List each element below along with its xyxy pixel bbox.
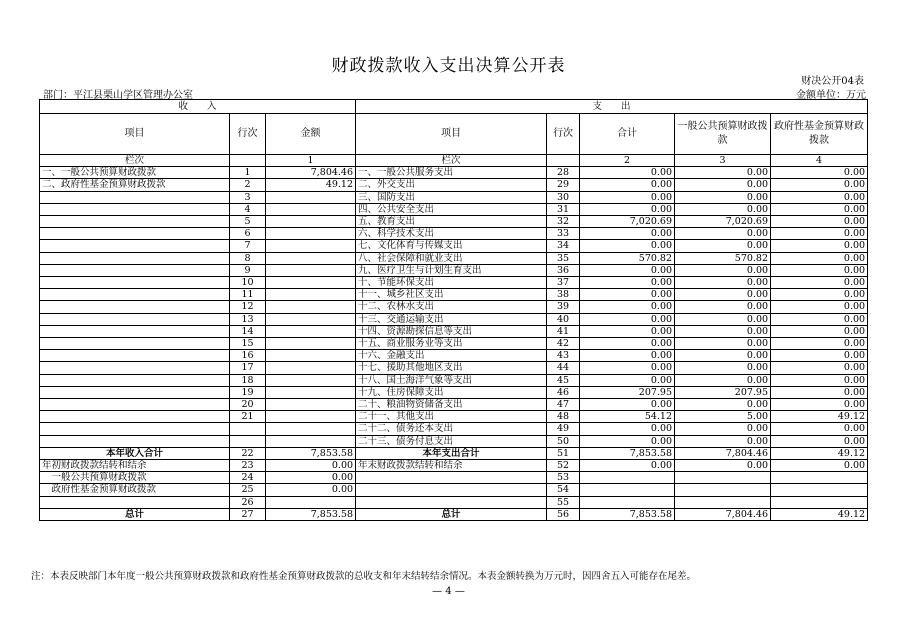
expense-item-cell: 十四、资源勘探信息等支出 — [356, 325, 547, 337]
gov-fund-amount-cell: 0.00 — [771, 460, 868, 472]
income-amount-cell — [266, 240, 356, 252]
general-budget-amount-cell: 0.00 — [675, 264, 771, 276]
income-item-cell — [40, 374, 230, 386]
total-amount-cell: 0.00 — [580, 264, 675, 276]
income-line-cell: 3 — [230, 191, 266, 203]
expense-line-cell: 42 — [547, 338, 580, 350]
expense-line-cell: 51 — [547, 447, 580, 459]
total-amount-cell: 0.00 — [580, 460, 675, 472]
gov-fund-amount-cell: 0.00 — [771, 191, 868, 203]
expense-line-cell: 38 — [547, 289, 580, 301]
general-budget-header: 一般公共预算财政拨款 — [675, 114, 771, 155]
income-amount-cell — [266, 277, 356, 289]
expense-item-cell — [356, 484, 547, 496]
column-number-row — [40, 155, 868, 167]
income-line-cell: 11 — [230, 289, 266, 301]
general-budget-amount-cell: 0.00 — [675, 374, 771, 386]
general-budget-amount-cell: 5.00 — [675, 411, 771, 423]
income-line-cell: 7 — [230, 240, 266, 252]
table-row — [40, 191, 868, 203]
income-amount-cell — [266, 374, 356, 386]
gov-fund-amount-cell: 0.00 — [771, 362, 868, 374]
income-amount-cell: 49.12 — [266, 179, 356, 191]
income-line-header: 行次 — [230, 114, 266, 155]
income-line-cell: 27 — [230, 508, 266, 520]
expense-item-cell: 二、外交支出 — [356, 179, 547, 191]
gov-fund-amount-cell: 0.00 — [771, 252, 868, 264]
expense-line-cell: 49 — [547, 423, 580, 435]
income-line-cell: 15 — [230, 338, 266, 350]
general-budget-amount-cell: 0.00 — [675, 277, 771, 289]
gov-fund-amount-cell: 0.00 — [771, 289, 868, 301]
income-item-cell: 年初财政拨款结转和结余 — [40, 460, 230, 472]
expense-line-cell: 52 — [547, 460, 580, 472]
total-amount-cell: 0.00 — [580, 191, 675, 203]
income-amount-cell — [266, 264, 356, 276]
gov-fund-amount-cell: 0.00 — [771, 386, 868, 398]
expense-line-cell: 31 — [547, 203, 580, 215]
total-amount-cell: 0.00 — [580, 203, 675, 215]
expense-line-cell: 56 — [547, 508, 580, 520]
expense-item-cell: 本年支出合计 — [356, 447, 547, 459]
table-row — [40, 411, 868, 423]
income-item-cell — [40, 435, 230, 447]
gov-fund-amount-cell: 0.00 — [771, 423, 868, 435]
table-row — [40, 167, 868, 179]
income-line-cell: 4 — [230, 203, 266, 215]
general-budget-amount-cell: 0.00 — [675, 399, 771, 411]
income-amount-cell — [266, 423, 356, 435]
table-row — [40, 472, 868, 484]
total-header: 合计 — [580, 114, 675, 155]
header-row-columns — [40, 114, 868, 155]
income-line-cell: 26 — [230, 496, 266, 508]
income-item-cell — [40, 301, 230, 313]
income-amount-cell — [266, 362, 356, 374]
income-item-cell: 总计 — [40, 508, 230, 520]
income-amount-cell — [266, 496, 356, 508]
income-line-cell: 12 — [230, 301, 266, 313]
column-label-income: 栏次 — [40, 155, 230, 167]
income-item-cell — [40, 411, 230, 423]
income-line-cell: 1 — [230, 167, 266, 179]
table-row — [40, 179, 868, 191]
table-row — [40, 313, 868, 325]
income-amount-cell — [266, 386, 356, 398]
gov-fund-amount-cell: 0.00 — [771, 179, 868, 191]
expense-line-cell: 45 — [547, 374, 580, 386]
income-section-header: 收 入 — [40, 100, 356, 114]
income-item-cell: 本年收入合计 — [40, 447, 230, 459]
total-amount-cell: 0.00 — [580, 423, 675, 435]
expense-line-cell: 43 — [547, 350, 580, 362]
page-title: 财政拨款收入支出决算公开表 — [331, 56, 566, 76]
gov-fund-amount-cell: 0.00 — [771, 338, 868, 350]
expense-item-cell: 总计 — [356, 508, 547, 520]
gov-fund-amount-cell — [771, 472, 868, 484]
general-budget-amount-cell — [675, 496, 771, 508]
general-budget-amount-cell — [675, 484, 771, 496]
income-item-cell — [40, 240, 230, 252]
expense-item-cell — [356, 496, 547, 508]
expense-item-cell: 十二、农林水支出 — [356, 301, 547, 313]
expense-line-cell: 36 — [547, 264, 580, 276]
general-budget-amount-cell: 7,020.69 — [675, 216, 771, 228]
expense-line-cell: 37 — [547, 277, 580, 289]
income-amount-cell — [266, 350, 356, 362]
expense-line-cell: 39 — [547, 301, 580, 313]
expense-item-cell: 六、科学技术支出 — [356, 228, 547, 240]
expense-item-cell: 九、医疗卫生与计划生育支出 — [356, 264, 547, 276]
income-amount-cell: 0.00 — [266, 484, 356, 496]
income-item-cell — [40, 313, 230, 325]
income-amount-cell: 7,853.58 — [266, 447, 356, 459]
total-amount-cell: 0.00 — [580, 362, 675, 374]
income-item-cell — [40, 252, 230, 264]
general-budget-amount-cell: 0.00 — [675, 435, 771, 447]
expense-item-cell: 十九、住房保障支出 — [356, 386, 547, 398]
header-row-sections — [40, 100, 868, 114]
gov-fund-amount-cell: 49.12 — [771, 411, 868, 423]
income-line-cell: 5 — [230, 216, 266, 228]
table-row — [40, 399, 868, 411]
general-budget-amount-cell: 0.00 — [675, 240, 771, 252]
total-amount-cell: 0.00 — [580, 277, 675, 289]
table-row — [40, 460, 868, 472]
gov-fund-amount-cell: 49.12 — [771, 447, 868, 459]
expense-line-cell: 48 — [547, 411, 580, 423]
income-item-cell — [40, 325, 230, 337]
gov-fund-amount-cell: 0.00 — [771, 350, 868, 362]
department-label: 部门：平江县栗山学区管理办公室 — [43, 90, 193, 101]
income-item-cell — [40, 289, 230, 301]
income-item-cell: 二、政府性基金预算财政拨款 — [40, 179, 230, 191]
column-number-1: 1 — [266, 155, 356, 167]
expense-item-cell: 十六、金融支出 — [356, 350, 547, 362]
gov-fund-amount-cell: 0.00 — [771, 228, 868, 240]
income-item-cell — [40, 399, 230, 411]
gov-fund-amount-cell: 0.00 — [771, 313, 868, 325]
expense-item-cell: 十三、交通运输支出 — [356, 313, 547, 325]
expense-item-cell: 一、一般公共服务支出 — [356, 167, 547, 179]
income-item-cell — [40, 350, 230, 362]
general-budget-amount-cell: 0.00 — [675, 325, 771, 337]
income-amount-cell — [266, 399, 356, 411]
gov-fund-amount-cell: 0.00 — [771, 167, 868, 179]
income-item-cell — [40, 423, 230, 435]
general-budget-amount-cell: 0.00 — [675, 167, 771, 179]
general-budget-amount-cell: 0.00 — [675, 338, 771, 350]
total-amount-cell: 0.00 — [580, 167, 675, 179]
gov-fund-amount-cell: 0.00 — [771, 399, 868, 411]
expense-item-cell: 八、社会保障和就业支出 — [356, 252, 547, 264]
table-row — [40, 496, 868, 508]
unit-label: 金额单位：万元 — [796, 90, 866, 101]
total-amount-cell — [580, 496, 675, 508]
total-amount-cell: 0.00 — [580, 338, 675, 350]
income-item-cell — [40, 277, 230, 289]
table-row — [40, 277, 868, 289]
column-number-2: 2 — [580, 155, 675, 167]
income-item-cell — [40, 216, 230, 228]
expense-line-cell: 33 — [547, 228, 580, 240]
income-line-cell: 8 — [230, 252, 266, 264]
total-amount-cell: 0.00 — [580, 374, 675, 386]
table-row — [40, 435, 868, 447]
expense-line-cell: 47 — [547, 399, 580, 411]
expense-line-cell: 34 — [547, 240, 580, 252]
total-amount-cell: 0.00 — [580, 435, 675, 447]
income-line-cell: 22 — [230, 447, 266, 459]
column-blank — [547, 155, 580, 167]
expense-item-cell: 三、国防支出 — [356, 191, 547, 203]
table-row — [40, 289, 868, 301]
gov-fund-amount-cell — [771, 484, 868, 496]
general-budget-amount-cell — [675, 472, 771, 484]
income-item-cell — [40, 203, 230, 215]
column-label-expense: 栏次 — [356, 155, 547, 167]
expense-section-header: 支 出 — [356, 100, 868, 114]
income-line-cell — [230, 423, 266, 435]
income-line-cell: 16 — [230, 350, 266, 362]
expense-line-cell: 41 — [547, 325, 580, 337]
expense-item-cell: 二十一、其他支出 — [356, 411, 547, 423]
income-item-cell: 政府性基金预算财政拨款 — [40, 484, 230, 496]
income-amount-cell — [266, 301, 356, 313]
income-item-cell — [40, 228, 230, 240]
income-item-cell — [40, 496, 230, 508]
income-amount-cell: 0.00 — [266, 460, 356, 472]
table-row — [40, 386, 868, 398]
total-amount-cell: 0.00 — [580, 313, 675, 325]
gov-fund-amount-cell: 0.00 — [771, 301, 868, 313]
general-budget-amount-cell: 207.95 — [675, 386, 771, 398]
total-amount-cell: 0.00 — [580, 399, 675, 411]
income-item-cell — [40, 386, 230, 398]
income-amount-cell: 0.00 — [266, 472, 356, 484]
expense-item-cell: 二十、粮油物资储备支出 — [356, 399, 547, 411]
total-amount-cell: 54.12 — [580, 411, 675, 423]
expense-item-cell: 五、教育支出 — [356, 216, 547, 228]
expense-item-cell: 十一、城乡社区支出 — [356, 289, 547, 301]
general-budget-amount-cell: 0.00 — [675, 228, 771, 240]
general-budget-amount-cell: 0.00 — [675, 362, 771, 374]
income-line-cell: 6 — [230, 228, 266, 240]
gov-fund-amount-cell: 0.00 — [771, 240, 868, 252]
gov-fund-amount-cell: 0.00 — [771, 374, 868, 386]
expense-line-cell: 28 — [547, 167, 580, 179]
general-budget-amount-cell: 0.00 — [675, 460, 771, 472]
income-item-cell — [40, 191, 230, 203]
income-line-cell: 20 — [230, 399, 266, 411]
income-amount-cell — [266, 338, 356, 350]
table-row — [40, 216, 868, 228]
total-amount-cell: 0.00 — [580, 179, 675, 191]
expense-item-header: 项目 — [356, 114, 547, 155]
table-row — [40, 350, 868, 362]
total-amount-cell: 0.00 — [580, 228, 675, 240]
general-budget-amount-cell: 0.00 — [675, 179, 771, 191]
income-amount-cell — [266, 203, 356, 215]
gov-fund-amount-cell: 0.00 — [771, 216, 868, 228]
table-row — [40, 484, 868, 496]
column-number-3: 3 — [675, 155, 771, 167]
expense-line-cell: 50 — [547, 435, 580, 447]
expense-line-header: 行次 — [547, 114, 580, 155]
income-amount-cell — [266, 435, 356, 447]
budget-table — [39, 99, 868, 521]
income-amount-cell — [266, 252, 356, 264]
income-amount-cell — [266, 313, 356, 325]
table-row — [40, 301, 868, 313]
column-number-4: 4 — [771, 155, 868, 167]
table-row — [40, 338, 868, 350]
table-row — [40, 264, 868, 276]
gov-fund-amount-cell: 0.00 — [771, 325, 868, 337]
total-amount-cell: 7,853.58 — [580, 508, 675, 520]
income-line-cell: 14 — [230, 325, 266, 337]
gov-fund-amount-cell: 0.00 — [771, 203, 868, 215]
income-line-cell — [230, 435, 266, 447]
expense-item-cell: 十七、援助其他地区支出 — [356, 362, 547, 374]
expense-line-cell: 40 — [547, 313, 580, 325]
expense-item-cell: 年末财政拨款结转和结余 — [356, 460, 547, 472]
income-item-header: 项目 — [40, 114, 230, 155]
income-item-cell — [40, 362, 230, 374]
gov-fund-amount-cell: 0.00 — [771, 264, 868, 276]
total-amount-cell — [580, 484, 675, 496]
gov-fund-amount-cell: 0.00 — [771, 277, 868, 289]
total-amount-cell: 7,020.69 — [580, 216, 675, 228]
gov-fund-header: 政府性基金预算财政拨款 — [771, 114, 868, 155]
table-row — [40, 447, 868, 459]
income-line-cell: 18 — [230, 374, 266, 386]
expense-item-cell: 七、文化体育与传媒支出 — [356, 240, 547, 252]
table-row — [40, 203, 868, 215]
general-budget-amount-cell: 0.00 — [675, 301, 771, 313]
total-amount-cell: 0.00 — [580, 325, 675, 337]
income-line-cell: 17 — [230, 362, 266, 374]
form-number: 财决公开04表 — [801, 76, 864, 87]
income-amount-cell — [266, 325, 356, 337]
total-amount-cell: 0.00 — [580, 301, 675, 313]
income-amount-cell: 7,804.46 — [266, 167, 356, 179]
total-amount-cell — [580, 472, 675, 484]
table-row — [40, 228, 868, 240]
table-row — [40, 362, 868, 374]
expense-item-cell: 十五、商业服务业等支出 — [356, 338, 547, 350]
income-line-cell: 2 — [230, 179, 266, 191]
table-row — [40, 252, 868, 264]
income-amount-cell — [266, 216, 356, 228]
income-amount-cell — [266, 289, 356, 301]
expense-item-cell: 二十二、债务还本支出 — [356, 423, 547, 435]
total-amount-cell: 570.82 — [580, 252, 675, 264]
general-budget-amount-cell: 0.00 — [675, 203, 771, 215]
income-line-cell: 9 — [230, 264, 266, 276]
income-line-cell: 24 — [230, 472, 266, 484]
income-amount-cell — [266, 191, 356, 203]
general-budget-amount-cell: 0.00 — [675, 191, 771, 203]
general-budget-amount-cell: 0.00 — [675, 313, 771, 325]
income-amount-cell — [266, 411, 356, 423]
gov-fund-amount-cell: 49.12 — [771, 508, 868, 520]
expense-line-cell: 32 — [547, 216, 580, 228]
total-amount-cell: 0.00 — [580, 289, 675, 301]
expense-line-cell: 54 — [547, 484, 580, 496]
table-row — [40, 508, 868, 520]
expense-item-cell: 十八、国土海洋气象等支出 — [356, 374, 547, 386]
total-amount-cell: 207.95 — [580, 386, 675, 398]
income-item-cell: 一般公共预算财政拨款 — [40, 472, 230, 484]
expense-item-cell: 四、公共安全支出 — [356, 203, 547, 215]
expense-line-cell: 30 — [547, 191, 580, 203]
expense-item-cell: 二十三、债务付息支出 — [356, 435, 547, 447]
income-amount-cell: 7,853.58 — [266, 508, 356, 520]
general-budget-amount-cell: 0.00 — [675, 423, 771, 435]
table-row — [40, 374, 868, 386]
table-row — [40, 325, 868, 337]
income-amount-header: 金额 — [266, 114, 356, 155]
footnote: 注：本表反映部门本年度一般公共预算财政拨款和政府性基金预算财政拨款的总收支和年末结转结余情况。本表金额转换为万元时，因四舍五入可能存在尾差。 — [31, 571, 697, 582]
expense-line-cell: 55 — [547, 496, 580, 508]
total-amount-cell: 7,853.58 — [580, 447, 675, 459]
expense-line-cell: 29 — [547, 179, 580, 191]
gov-fund-amount-cell: 0.00 — [771, 435, 868, 447]
expense-line-cell: 35 — [547, 252, 580, 264]
income-line-cell: 13 — [230, 313, 266, 325]
expense-item-cell: 十、节能环保支出 — [356, 277, 547, 289]
total-amount-cell: 0.00 — [580, 240, 675, 252]
income-item-cell — [40, 338, 230, 350]
income-item-cell: 一、一般公共预算财政拨款 — [40, 167, 230, 179]
table-row — [40, 423, 868, 435]
general-budget-amount-cell: 570.82 — [675, 252, 771, 264]
general-budget-amount-cell: 0.00 — [675, 350, 771, 362]
income-line-cell: 23 — [230, 460, 266, 472]
column-blank — [230, 155, 266, 167]
income-line-cell: 19 — [230, 386, 266, 398]
gov-fund-amount-cell — [771, 496, 868, 508]
general-budget-amount-cell: 0.00 — [675, 289, 771, 301]
general-budget-amount-cell: 7,804.46 — [675, 447, 771, 459]
table-row — [40, 240, 868, 252]
income-line-cell: 10 — [230, 277, 266, 289]
total-amount-cell: 0.00 — [580, 350, 675, 362]
expense-line-cell: 53 — [547, 472, 580, 484]
page-number: — 4 — — [432, 586, 465, 597]
income-line-cell: 25 — [230, 484, 266, 496]
income-item-cell — [40, 264, 230, 276]
expense-item-cell — [356, 472, 547, 484]
income-amount-cell — [266, 228, 356, 240]
general-budget-amount-cell: 7,804.46 — [675, 508, 771, 520]
income-line-cell: 21 — [230, 411, 266, 423]
expense-line-cell: 46 — [547, 386, 580, 398]
expense-line-cell: 44 — [547, 362, 580, 374]
